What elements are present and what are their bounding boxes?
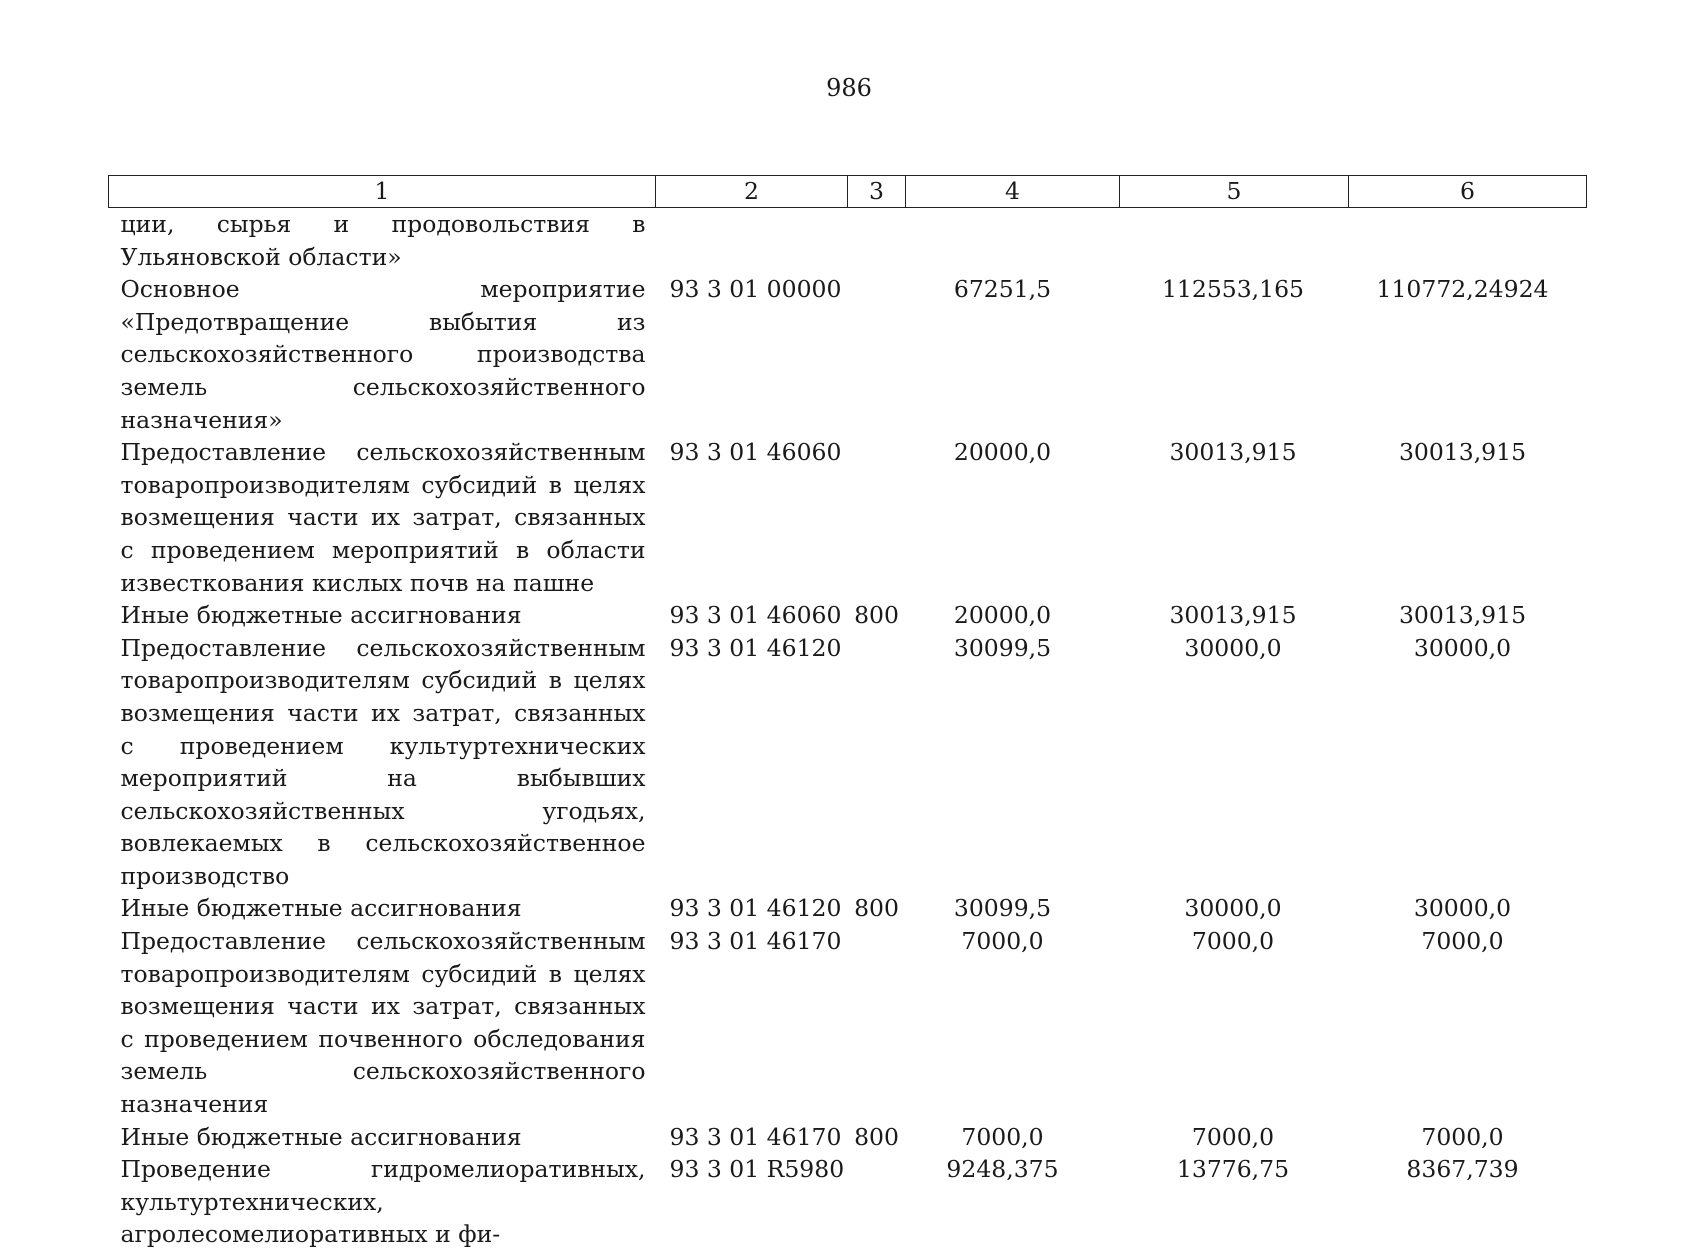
row-value-5: 7000,0 (1191, 927, 1275, 956)
row-value-4: 30099,5 (953, 894, 1052, 923)
row-name: Предоставление сельскохозяйственным товаропроизводителям субсидий в целях возмещения части их затрат, связанных с проведением почвенного обследования земель сельскохозяйственного назначения (120, 927, 646, 1119)
row-type (848, 436, 906, 599)
row-value-4: 67251,5 (953, 275, 1052, 304)
table-row (109, 599, 1587, 632)
row-value-4: 7000,0 (961, 927, 1044, 956)
row-type (848, 925, 906, 1121)
row-type (848, 632, 906, 893)
row-code (656, 208, 848, 274)
header-cell-4: 4 (906, 176, 1120, 208)
row-name: Предоставление сельскохозяйственным товаропроизводителям субсидий в целях возмещения части их затрат, связанных с проведением мероприятий в области известкования кислых почв на пашне (120, 438, 646, 597)
row-name: Основное мероприятие «Предотвращение выбытия из сельскохозяйственного производства земель сельскохозяйственного назначения» (120, 275, 646, 434)
row-type: 800 (854, 1122, 899, 1151)
row-value-5: 112553,165 (1161, 275, 1305, 304)
row-value-4: 30099,5 (953, 633, 1052, 662)
row-value-6: 30000,0 (1413, 633, 1512, 662)
row-type (848, 273, 906, 436)
row-type (848, 1153, 906, 1251)
row-value-5: 30013,915 (1169, 601, 1297, 630)
table-row (109, 273, 1587, 436)
row-code: 93 3 01 R5980 (669, 1155, 845, 1184)
row-value-6 (1349, 208, 1587, 274)
row-value-6: 30013,915 (1398, 601, 1527, 630)
row-value-6: 30000,0 (1413, 894, 1512, 923)
row-value-4 (906, 208, 1120, 274)
table-row (109, 925, 1587, 1121)
header-cell-3: 3 (848, 176, 906, 208)
row-value-5: 13776,75 (1176, 1155, 1290, 1184)
table-row (109, 632, 1587, 893)
row-value-4: 9248,375 (946, 1155, 1059, 1184)
row-code: 93 3 01 46060 (669, 601, 842, 630)
table-row (109, 208, 1587, 274)
row-code: 93 3 01 46120 (669, 894, 842, 923)
row-value-6: 110772,24924 (1376, 275, 1549, 304)
row-name: Проведение гидромелиоративных, культуртехнических, агролесомелиоративных и фи- (120, 1155, 646, 1249)
row-value-6: 7000,0 (1421, 1122, 1504, 1151)
row-value-4: 20000,0 (953, 601, 1052, 630)
row-type: 800 (854, 894, 899, 923)
row-name: Предоставление сельскохозяйственным товаропроизводителям субсидий в целях возмещения части их затрат, связанных с проведением культуртехнических мероприятий на выбывших сельскохозяйственных угодьях, вовлекаемых в сельскохозяйственное производство (120, 633, 646, 890)
header-cell-1: 1 (109, 176, 656, 208)
row-value-5: 30000,0 (1184, 633, 1282, 662)
row-value-5 (1120, 208, 1349, 274)
row-value-6: 7000,0 (1421, 927, 1504, 956)
page-number: 986 (826, 74, 872, 102)
table-row (109, 436, 1587, 599)
table-row (109, 1121, 1587, 1154)
table-row (109, 1153, 1587, 1251)
header-cell-6: 6 (1349, 176, 1587, 208)
row-code: 93 3 01 46170 (669, 1122, 842, 1151)
row-name: Иные бюджетные ассигнования (120, 601, 522, 630)
row-name: Иные бюджетные ассигнования (120, 894, 522, 923)
row-name: Иные бюджетные ассигнования (120, 1122, 522, 1151)
budget-table (108, 175, 1587, 1251)
row-code: 93 3 01 46120 (669, 633, 842, 662)
row-code: 93 3 01 00000 (669, 275, 842, 304)
row-type: 800 (854, 601, 899, 630)
row-value-5: 7000,0 (1191, 1122, 1275, 1151)
row-value-5: 30013,915 (1169, 438, 1297, 467)
row-name: ции, сырья и продовольствия в Ульяновской области» (120, 210, 646, 271)
row-value-6: 30013,915 (1398, 438, 1527, 467)
row-value-5: 30000,0 (1184, 894, 1282, 923)
header-cell-5: 5 (1120, 176, 1349, 208)
header-cell-2: 2 (656, 176, 848, 208)
table-header-row (109, 176, 1587, 208)
row-code: 93 3 01 46060 (669, 438, 842, 467)
row-value-6: 8367,739 (1406, 1155, 1519, 1184)
row-value-4: 7000,0 (961, 1122, 1044, 1151)
row-type (848, 208, 906, 274)
row-code: 93 3 01 46170 (669, 927, 842, 956)
table-row (109, 892, 1587, 925)
row-value-4: 20000,0 (953, 438, 1052, 467)
